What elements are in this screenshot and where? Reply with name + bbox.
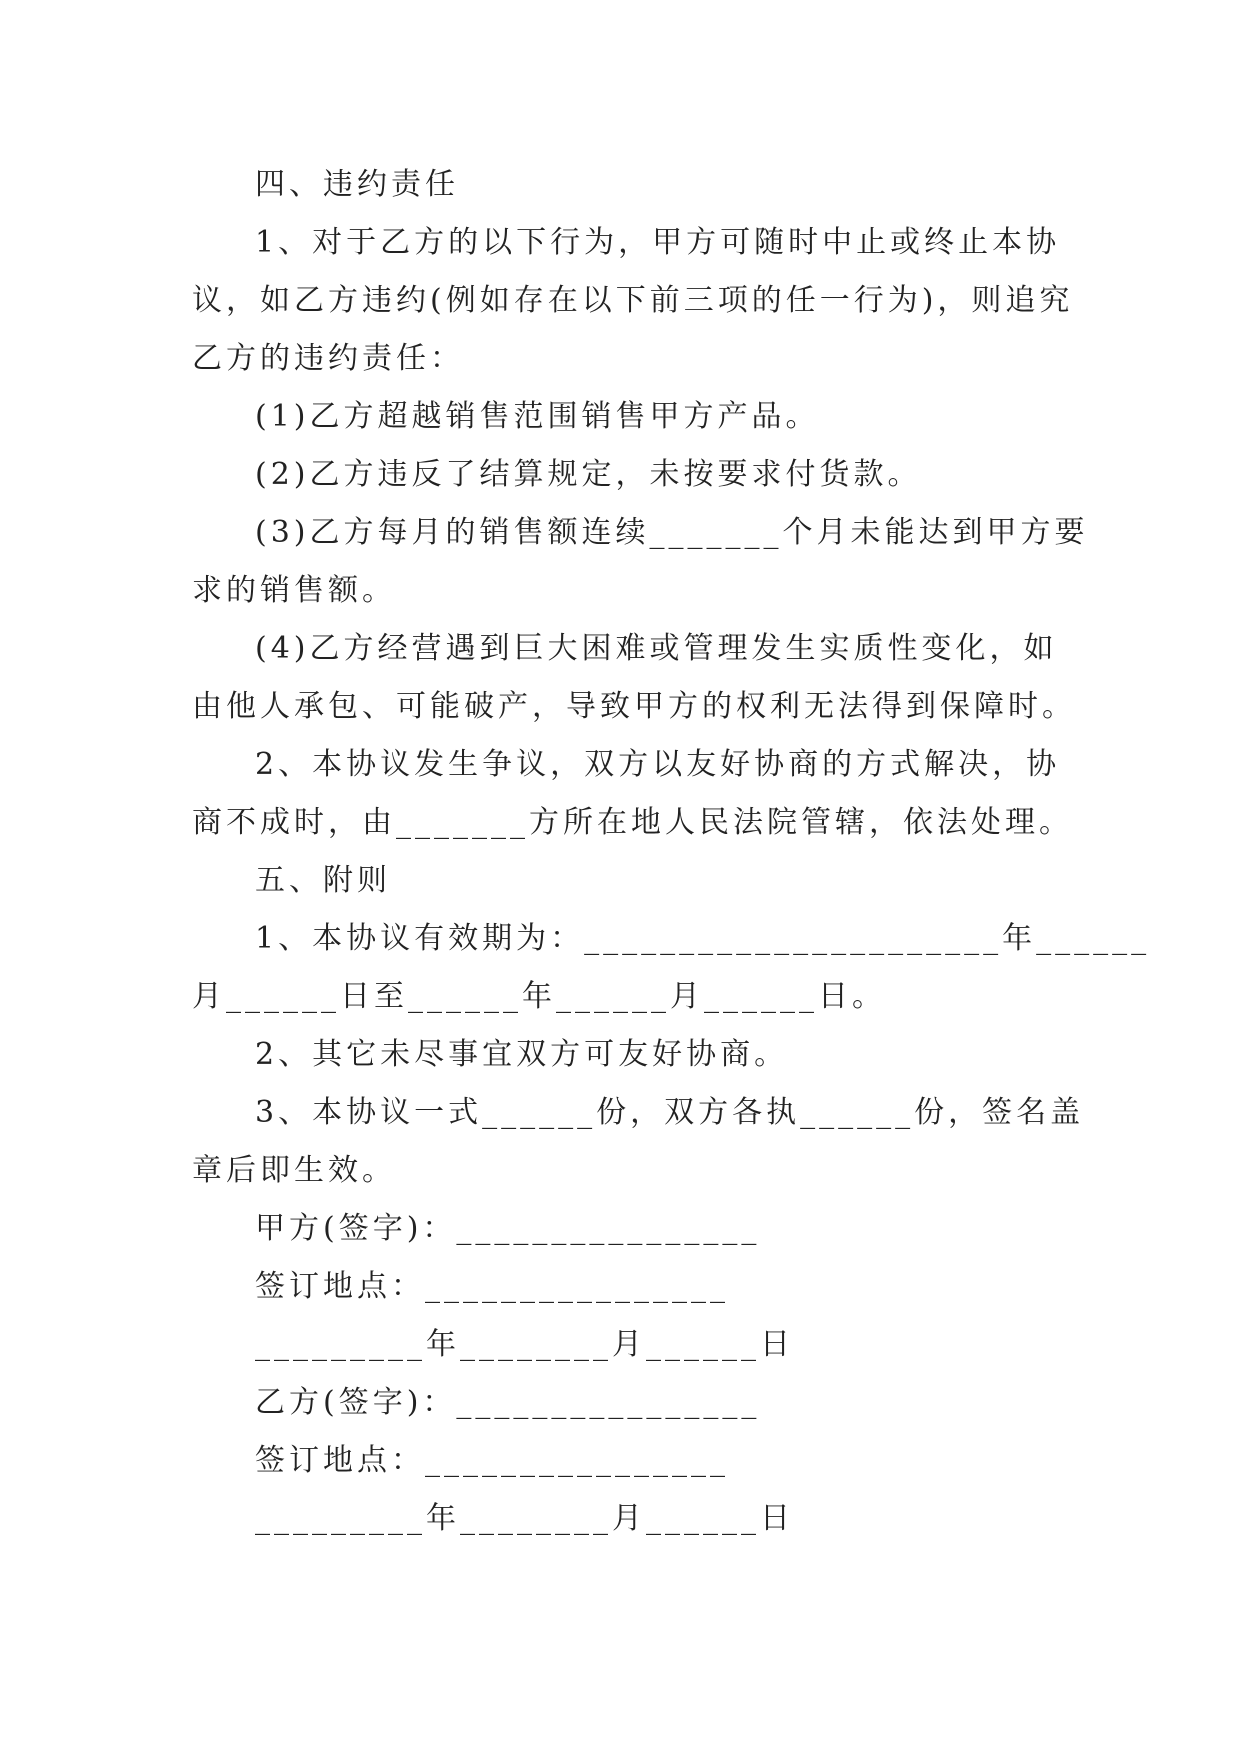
text-line: (4)乙方经营遇到巨大困难或管理发生实质性变化，如 [255, 631, 1058, 666]
text-line: 3、本协议一式______份，双方各执______份，签名盖 [255, 1095, 1085, 1130]
text-line: (2)乙方违反了结算规定，未按要求付货款。 [255, 457, 922, 492]
text-line: 四、违约责任 [255, 167, 459, 202]
document-body [192, 156, 1151, 1548]
text-line: (1)乙方超越销售范围销售甲方产品。 [255, 399, 820, 434]
text-line: 签订地点：________________ [255, 1269, 729, 1304]
text-line: _________年________月______日 [255, 1501, 794, 1536]
text-line: 议，如乙方违约(例如存在以下前三项的任一行为)，则追究 [192, 283, 1074, 318]
text-line: 乙方(签字)：________________ [255, 1385, 761, 1420]
text-line: 五、附则 [255, 863, 391, 898]
text-line: 章后即生效。 [192, 1153, 396, 1188]
text-line: 甲方(签字)：________________ [255, 1211, 761, 1246]
text-line: 商不成时，由_______方所在地人民法院管辖，依法处理。 [192, 805, 1073, 840]
text-line: (3)乙方每月的销售额连续_______个月未能达到甲方要 [255, 515, 1089, 550]
text-line: 求的销售额。 [192, 573, 396, 608]
text-line: _________年________月______日 [255, 1327, 794, 1362]
text-line: 乙方的违约责任： [192, 341, 464, 376]
text-line: 1、本协议有效期为：______________________年______ [255, 921, 1151, 956]
text-line: 1、对于乙方的以下行为，甲方可随时中止或终止本协 [255, 225, 1061, 260]
text-line: 2、其它未尽事宜双方可友好协商。 [255, 1037, 789, 1072]
text-line: 2、本协议发生争议，双方以友好协商的方式解决，协 [255, 747, 1061, 782]
text-line: 签订地点：________________ [255, 1443, 729, 1478]
text-line: 由他人承包、可能破产，导致甲方的权利无法得到保障时。 [192, 689, 1076, 724]
text-line: 月______日至______年______月______日。 [192, 979, 886, 1014]
